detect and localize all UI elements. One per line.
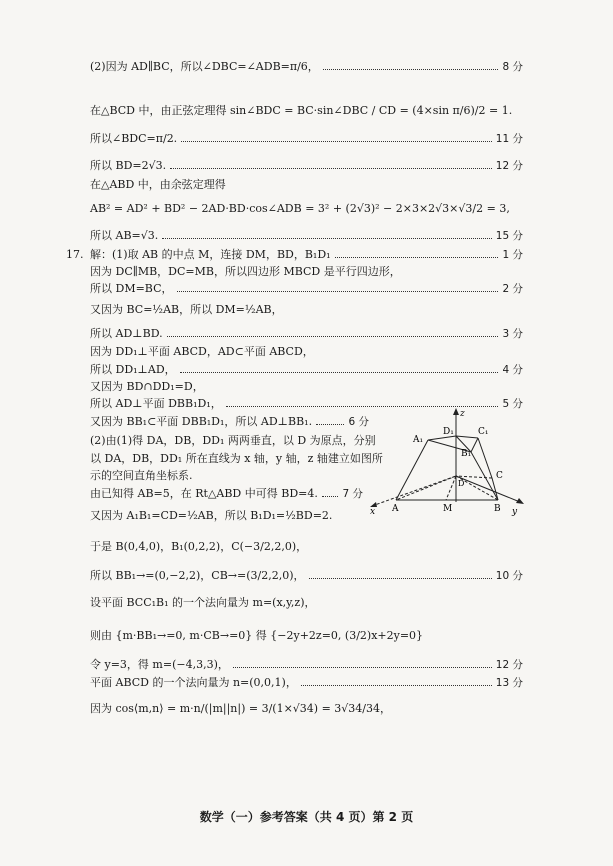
- line-text: 在△ABD 中，由余弦定理得: [90, 178, 226, 191]
- line-25: [90, 596, 523, 610]
- line-text: 所以 AD⊥平面 DBB₁D₁，: [90, 397, 222, 410]
- label-y: y: [512, 507, 518, 516]
- x-axis: [372, 476, 456, 506]
- label-c: C: [496, 471, 503, 481]
- leader-dots: [301, 677, 492, 686]
- line-7: [90, 229, 523, 243]
- leader-dots: [181, 133, 492, 142]
- line-21: [90, 487, 363, 501]
- line-26: [90, 629, 523, 643]
- line-9: [90, 265, 523, 279]
- line-text: 所以 AB=√3.: [90, 229, 159, 242]
- label-a: A: [392, 504, 399, 514]
- leader-dots: [322, 488, 339, 497]
- line-text: 由已知得 AB=5，在 Rt△ABD 中可得 BD=4.: [90, 487, 318, 500]
- problem-number: 17.: [66, 248, 84, 261]
- leader-dots: [167, 328, 499, 337]
- score: 13 分: [495, 677, 523, 689]
- line-text: 在△BCD 中，由正弦定理得 sin∠BDC = BC·sin∠DBC / CD = (4×sin π/6)/2 = 1.: [90, 104, 513, 117]
- label-b: B: [494, 504, 501, 514]
- score: 4 分: [502, 364, 523, 376]
- y-arrow: [516, 498, 524, 504]
- line-text: 又因为 BD∩DD₁=D，: [90, 380, 204, 393]
- score: 11 分: [495, 133, 523, 145]
- line-text: 以 DA，DB，DD₁ 所在直线为 x 轴，y 轴，z 轴建立如图所: [90, 452, 383, 465]
- edge-dm: [446, 476, 456, 500]
- score: 6 分: [348, 416, 369, 428]
- line-text: 所以∠BDC=π/2.: [90, 132, 178, 145]
- leader-dots: [177, 283, 499, 292]
- line-text: 则由 {m·BB₁→=0, m·CB→=0} 得 {−2y+2z=0, (3/2)x+2y=0}: [90, 629, 424, 642]
- label-c1: C₁: [478, 427, 489, 437]
- leader-dots: [233, 659, 492, 668]
- line-text: 所以 BD=2√3.: [90, 159, 167, 172]
- z-arrow: [453, 408, 459, 415]
- line-text: 令 y=3，得 m=(−4,3,3)，: [90, 658, 229, 671]
- score: 8 分: [502, 61, 523, 73]
- score: 12 分: [495, 160, 523, 172]
- line-text: 所以 BB₁→=(0,−2,2)，CB→=(3/2,2,0)，: [90, 569, 305, 582]
- score: 3 分: [502, 328, 523, 340]
- label-d: D: [458, 479, 465, 488]
- line-12: [90, 327, 523, 341]
- leader-dots: [170, 160, 492, 169]
- line-5: [90, 178, 523, 192]
- line-28: [90, 676, 523, 690]
- score: 5 分: [502, 398, 523, 410]
- line-3: [90, 132, 523, 146]
- label-z: z: [460, 409, 465, 419]
- page-footer: 数学（一）参考答案（共 4 页）第 2 页: [199, 810, 414, 824]
- line-text: 又因为 BC=½AB，所以 DM=½AB，: [90, 303, 283, 316]
- line-17: [90, 415, 369, 429]
- line-text: 所以 AD⊥BD.: [90, 327, 163, 340]
- label-d1: D₁: [443, 427, 454, 437]
- score: 15 分: [495, 230, 523, 242]
- edge-bb1: [471, 452, 498, 500]
- line-23: [90, 540, 523, 554]
- line-text: 又因为 BB₁⊂平面 DBB₁D₁，所以 AD⊥BB₁.: [90, 415, 313, 428]
- leader-dots: [323, 61, 499, 70]
- y-axis: [456, 476, 520, 502]
- line-text: AB² = AD² + BD² − 2AD·BD·cos∠ADB = 3² + (2√3)² − 2×3×2√3×√3/2 = 3,: [90, 202, 510, 215]
- prism-figure: [368, 406, 528, 516]
- line-text: 设平面 BCC₁B₁ 的一个法向量为 m=(x,y,z)，: [90, 596, 316, 609]
- edge-c1b1: [471, 438, 478, 452]
- edge-d1c1: [456, 436, 478, 438]
- leader-dots: [335, 249, 499, 258]
- leader-dots: [309, 570, 492, 579]
- leader-dots: [162, 230, 492, 239]
- line-text: 示的空间直角坐标系.: [90, 469, 193, 482]
- line-text: (2)由(1)得 DA，DB，DD₁ 两两垂直，以 D 为原点，分别: [90, 434, 376, 447]
- line-text: 因为 cos⟨m,n⟩ = m·n/(|m||n|) = 3/(1×√34) = 3√34/34，: [90, 702, 392, 715]
- label-a1: A₁: [413, 435, 424, 445]
- score: 2 分: [502, 283, 523, 295]
- edge-aa1: [396, 440, 428, 500]
- line-24: [90, 569, 523, 583]
- line-text: (2)因为 AD∥BC，所以∠DBC=∠ADB=π/6，: [90, 60, 319, 73]
- line-6: [90, 202, 523, 216]
- line-13: [90, 345, 523, 359]
- score: 7 分: [342, 488, 363, 500]
- score: 10 分: [495, 570, 523, 582]
- label-b1: B₁: [461, 449, 472, 459]
- label-m: M: [443, 504, 453, 514]
- line-10: [90, 282, 523, 296]
- line-11: [90, 303, 523, 317]
- line-text: 解：(1)取 AB 的中点 M，连接 DM，BD，B₁D₁: [90, 248, 331, 261]
- line-2: [90, 104, 523, 118]
- line-text: 所以 DD₁⊥AD，: [90, 363, 176, 376]
- label-x: x: [370, 507, 376, 516]
- line-text: 因为 DC∥MB，DC=MB，所以四边形 MBCD 是平行四边形，: [90, 265, 401, 278]
- line-text: 又因为 A₁B₁=CD=½AB，所以 B₁D₁=½BD=2.: [90, 509, 333, 522]
- line-1: [90, 60, 523, 74]
- score: 12 分: [495, 659, 523, 671]
- line-27: [90, 658, 523, 672]
- line-text: 于是 B(0,4,0)，B₁(0,2,2)，C(−3/2,2,0)，: [90, 540, 308, 553]
- edge-cc1: [478, 438, 492, 478]
- leader-dots: [316, 416, 344, 425]
- line-text: 因为 DD₁⊥平面 ABCD，AD⊂平面 ABCD，: [90, 345, 314, 358]
- line-4: [90, 159, 523, 173]
- line-14: [90, 363, 523, 377]
- line-text: 所以 DM=BC，: [90, 282, 173, 295]
- line-29: [90, 702, 523, 716]
- line-text: 平面 ABCD 的一个法向量为 n=(0,0,1)，: [90, 676, 297, 689]
- leader-dots: [180, 364, 499, 373]
- line-15: [90, 380, 523, 394]
- score: 1 分: [502, 249, 523, 261]
- line-8: [90, 248, 523, 262]
